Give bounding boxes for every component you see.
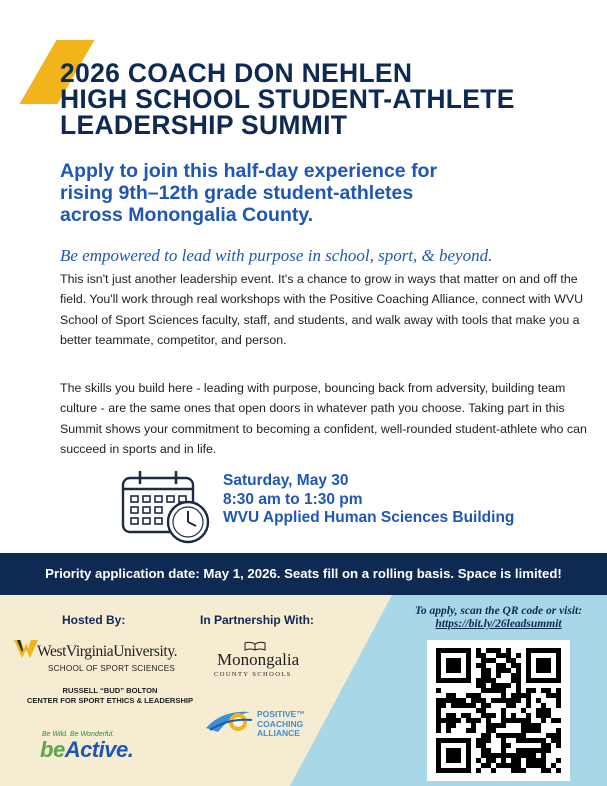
qr-module (551, 693, 556, 698)
qr-module (511, 673, 516, 678)
qr-module (466, 703, 471, 708)
monongalia-wordmark: Monongalia (217, 650, 300, 669)
qr-module (491, 768, 496, 773)
qr-module (486, 713, 491, 718)
qr-module (476, 693, 481, 698)
qr-module (556, 768, 561, 773)
qr-module (521, 718, 526, 723)
qr-module (471, 698, 476, 703)
qr-module (461, 713, 466, 718)
qr-module (451, 703, 456, 708)
qr-module (486, 748, 491, 753)
qr-module (476, 663, 481, 668)
qr-module (446, 723, 451, 728)
qr-module (476, 648, 481, 653)
qr-module (526, 763, 531, 768)
qr-module (476, 743, 481, 748)
qr-module (511, 703, 516, 708)
qr-module (496, 668, 501, 673)
qr-module (456, 718, 461, 723)
qr-module (526, 758, 531, 763)
qr-finder-pattern (446, 658, 461, 673)
qr-module (476, 758, 481, 763)
qr-module (486, 668, 491, 673)
qr-module (461, 703, 466, 708)
qr-module (501, 663, 506, 668)
qr-module (491, 758, 496, 763)
qr-module (501, 718, 506, 723)
qr-module (446, 693, 451, 698)
pca-logo-text (257, 710, 305, 739)
qr-module (441, 698, 446, 703)
qr-module (546, 708, 551, 713)
qr-module (551, 738, 556, 743)
qr-module (541, 738, 546, 743)
qr-module (446, 713, 451, 718)
title-line-3: LEADERSHIP SUMMIT (60, 110, 348, 140)
qr-module (451, 713, 456, 718)
qr-module (526, 738, 531, 743)
qr-module (486, 678, 491, 683)
qr-module (451, 693, 456, 698)
qr-module (486, 688, 491, 693)
qr-module (501, 688, 506, 693)
qr-module (481, 668, 486, 673)
qr-module (481, 713, 486, 718)
wvu-school-name: SCHOOL OF SPORT SCIENCES (48, 664, 176, 673)
hosted-by-label: Hosted By: (62, 613, 126, 627)
qr-module (441, 703, 446, 708)
qr-module (436, 728, 441, 733)
qr-module (501, 733, 506, 738)
qr-module (541, 748, 546, 753)
qr-module (501, 758, 506, 763)
qr-module (531, 728, 536, 733)
qr-module (506, 733, 511, 738)
qr-module (516, 693, 521, 698)
qr-module (516, 758, 521, 763)
qr-module (446, 728, 451, 733)
qr-module (506, 703, 511, 708)
qr-module (476, 678, 481, 683)
qr-module (536, 748, 541, 753)
qr-module (536, 723, 541, 728)
apply-link[interactable]: https://bit.ly/26leadsummit (435, 618, 562, 630)
qr-module (511, 678, 516, 683)
qr-module (451, 698, 456, 703)
qr-module (496, 653, 501, 658)
monongalia-subtitle: COUNTY SCHOOLS (214, 671, 292, 678)
qr-module (516, 688, 521, 693)
qr-module (526, 688, 531, 693)
qr-module (481, 703, 486, 708)
qr-module (556, 693, 561, 698)
qr-module (491, 688, 496, 693)
qr-module (511, 698, 516, 703)
qr-module (541, 713, 546, 718)
qr-module (506, 658, 511, 663)
qr-module (436, 723, 441, 728)
qr-module (521, 753, 526, 758)
qr-module (556, 718, 561, 723)
qr-module (501, 743, 506, 748)
wvu-wordmark: WestVirginiaUniversity. (37, 643, 178, 660)
qr-module (526, 753, 531, 758)
qr-module (521, 723, 526, 728)
qr-module (476, 768, 481, 773)
qr-module (521, 733, 526, 738)
qr-module (486, 658, 491, 663)
qr-module (536, 728, 541, 733)
pca-line-1: POSITIVE™ (257, 709, 305, 719)
qr-module (521, 738, 526, 743)
qr-module (546, 748, 551, 753)
qr-module (506, 668, 511, 673)
pca-line-2: COACHING (257, 718, 304, 729)
qr-module (536, 763, 541, 768)
qr-module (496, 688, 501, 693)
title-line-1: 2026 COACH DON NEHLEN (60, 58, 413, 88)
event-location: WVU Applied Human Sciences Building (223, 509, 515, 526)
qr-module (486, 738, 491, 743)
qr-module (506, 718, 511, 723)
qr-module (481, 748, 486, 753)
qr-module (486, 733, 491, 738)
qr-module (496, 763, 501, 768)
page-title (60, 60, 580, 138)
qr-module (556, 698, 561, 703)
qr-module (531, 753, 536, 758)
qr-module (481, 678, 486, 683)
qr-module (531, 748, 536, 753)
qr-module (551, 763, 556, 768)
qr-module (516, 753, 521, 758)
qr-module (511, 758, 516, 763)
intro-paragraph: This isn't just another leadership event. It's a chance to grow in ways that matter on and off the field. You'll work through real workshops with the Positive Coaching Alliance, connect with WVU School of Sport Sciences faculty, staff, and students, and walk away with tools that make you a better teammate, competitor, and person. (60, 272, 584, 347)
pca-line-3: ALLIANCE (257, 728, 300, 738)
qr-module (496, 723, 501, 728)
qr-module (511, 713, 516, 718)
qr-module (486, 648, 491, 653)
qr-module (531, 688, 536, 693)
qr-module (481, 663, 486, 668)
qr-module (541, 708, 546, 713)
qr-module (481, 763, 486, 768)
qr-module (466, 693, 471, 698)
qr-module (556, 703, 561, 708)
qr-module (471, 718, 476, 723)
qr-module (516, 673, 521, 678)
qr-module (456, 703, 461, 708)
qr-module (521, 748, 526, 753)
qr-module (546, 743, 551, 748)
qr-module (546, 688, 551, 693)
qr-module (461, 698, 466, 703)
qr-module (471, 728, 476, 733)
qr-module (446, 698, 451, 703)
qr-module (516, 718, 521, 723)
qr-module (476, 683, 481, 688)
qr-module (486, 758, 491, 763)
qr-module (546, 713, 551, 718)
qr-module (446, 718, 451, 723)
qr-module (536, 738, 541, 743)
qr-module (541, 758, 546, 763)
qr-module (476, 718, 481, 723)
qr-finder-pattern (446, 748, 461, 763)
qr-module (521, 708, 526, 713)
qr-module (436, 708, 441, 713)
qr-module (516, 733, 521, 738)
qr-module (541, 703, 546, 708)
qr-module (471, 723, 476, 728)
qr-module (521, 693, 526, 698)
qr-module (501, 683, 506, 688)
qr-module (501, 698, 506, 703)
qr-module (511, 718, 516, 723)
qr-module (501, 693, 506, 698)
qr-module (526, 698, 531, 703)
qr-code-container[interactable] (427, 640, 570, 781)
qr-module (496, 698, 501, 703)
qr-module (516, 738, 521, 743)
qr-module (491, 713, 496, 718)
qr-module (491, 753, 496, 758)
bolton-line-2: CENTER FOR SPORT ETHICS & LEADERSHIP (26, 696, 194, 705)
qr-module (506, 653, 511, 658)
subtitle-line-1: Apply to join this half-day experience for (60, 160, 438, 182)
qr-module (521, 728, 526, 733)
apply-text: To apply, scan the QR code or visit: (414, 605, 583, 617)
qr-module (556, 728, 561, 733)
qr-module (476, 738, 481, 743)
title-line-2: HIGH SCHOOL STUDENT-ATHLETE (60, 84, 515, 114)
bolton-center (22, 686, 198, 706)
qr-module (496, 683, 501, 688)
qr-module (541, 688, 546, 693)
qr-module (541, 718, 546, 723)
qr-module (481, 753, 486, 758)
qr-module (496, 733, 501, 738)
qr-module (556, 688, 561, 693)
qr-module (476, 653, 481, 658)
qr-module (556, 738, 561, 743)
qr-module (496, 648, 501, 653)
qr-module (481, 653, 486, 658)
qr-module (481, 738, 486, 743)
qr-module (501, 723, 506, 728)
qr-module (481, 698, 486, 703)
beactive-logo (40, 737, 133, 763)
qr-module (441, 718, 446, 723)
qr-module (551, 733, 556, 738)
pca-swoosh-icon (204, 706, 256, 736)
qr-module (516, 748, 521, 753)
qr-module (526, 718, 531, 723)
bolton-line-1: RUSSELL “BUD” BOLTON (62, 686, 158, 695)
qr-module (501, 653, 506, 658)
qr-module (506, 763, 511, 768)
qr-module (501, 763, 506, 768)
qr-module (506, 648, 511, 653)
qr-code[interactable] (427, 640, 570, 781)
qr-module (471, 693, 476, 698)
tagline: Be empowered to lead with purpose in school, sport, & beyond. (60, 246, 493, 265)
qr-module (531, 738, 536, 743)
qr-module (526, 703, 531, 708)
qr-module (471, 703, 476, 708)
qr-module (436, 688, 441, 693)
qr-module (526, 713, 531, 718)
qr-module (556, 758, 561, 763)
qr-module (551, 718, 556, 723)
qr-module (526, 728, 531, 733)
qr-module (496, 753, 501, 758)
qr-module (456, 698, 461, 703)
subtitle (60, 160, 580, 226)
qr-module (481, 658, 486, 663)
qr-finder-pattern (536, 658, 551, 673)
qr-module (451, 718, 456, 723)
qr-module (546, 693, 551, 698)
qr-module (506, 698, 511, 703)
qr-module (511, 753, 516, 758)
qr-module (511, 663, 516, 668)
beactive-active: Active. (64, 737, 134, 762)
qr-module (511, 693, 516, 698)
qr-module (506, 683, 511, 688)
qr-module (486, 703, 491, 708)
qr-module (511, 733, 516, 738)
qr-module (496, 663, 501, 668)
qr-module (546, 768, 551, 773)
qr-module (476, 698, 481, 703)
qr-module (466, 718, 471, 723)
qr-module (486, 763, 491, 768)
qr-module (486, 718, 491, 723)
qr-module (541, 743, 546, 748)
qr-module (486, 753, 491, 758)
qr-module (476, 708, 481, 713)
qr-module (536, 698, 541, 703)
qr-module (541, 768, 546, 773)
qr-module (506, 743, 511, 748)
qr-module (536, 713, 541, 718)
qr-module (501, 738, 506, 743)
qr-module (531, 763, 536, 768)
qr-module (466, 713, 471, 718)
skills-paragraph: The skills you build here - leading with purpose, bouncing back from adversity, building team culture - are the same ones that open doors in whatever path you choose. Taking part in this Summit shows your commitment to becoming a confident, well-rounded student-athlete who can succeed in sports and in life. (60, 381, 587, 456)
qr-module (511, 658, 516, 663)
qr-module (516, 653, 521, 658)
qr-module (491, 683, 496, 688)
qr-module (436, 713, 441, 718)
qr-module (536, 708, 541, 713)
qr-module (516, 698, 521, 703)
qr-module (501, 708, 506, 713)
subtitle-line-2: rising 9th–12th grade student-athletes (60, 182, 414, 204)
qr-module (496, 673, 501, 678)
event-date: Saturday, May 30 (223, 472, 349, 489)
qr-module (516, 683, 521, 688)
qr-module (546, 733, 551, 738)
qr-module (556, 743, 561, 748)
qr-module (436, 703, 441, 708)
beactive-be: be (40, 737, 65, 762)
qr-module (491, 678, 496, 683)
qr-module (541, 763, 546, 768)
qr-module (501, 748, 506, 753)
qr-module (516, 763, 521, 768)
qr-module (481, 743, 486, 748)
qr-module (516, 678, 521, 683)
qr-module (436, 698, 441, 703)
apply-instructions (395, 605, 602, 631)
qr-module (541, 753, 546, 758)
qr-module (506, 753, 511, 758)
qr-module (516, 768, 521, 773)
qr-module (486, 673, 491, 678)
qr-module (486, 723, 491, 728)
qr-module (511, 763, 516, 768)
calendar-clock-icon (120, 470, 212, 546)
qr-module (556, 733, 561, 738)
event-time: 8:30 am to 1:30 pm (223, 490, 363, 508)
partnership-label: In Partnership With: (200, 613, 314, 627)
beactive-tagline: Be Wild. Be Wonderful. (42, 731, 115, 738)
qr-module (491, 698, 496, 703)
qr-module (451, 723, 456, 728)
qr-module (481, 683, 486, 688)
qr-module (491, 728, 496, 733)
subtitle-line-3: across Monongalia County. (60, 204, 314, 226)
qr-module (501, 713, 506, 718)
qr-module (526, 748, 531, 753)
qr-module (536, 758, 541, 763)
qr-module (481, 733, 486, 738)
qr-module (531, 758, 536, 763)
qr-module (531, 723, 536, 728)
qr-module (436, 718, 441, 723)
qr-module (511, 768, 516, 773)
qr-module (481, 708, 486, 713)
qr-module (466, 728, 471, 733)
qr-module (526, 723, 531, 728)
qr-module (501, 753, 506, 758)
qr-module (501, 668, 506, 673)
qr-module (516, 668, 521, 673)
event-details (223, 472, 514, 528)
wvu-flying-wv-icon (14, 640, 38, 658)
qr-module (491, 658, 496, 663)
qr-module (491, 648, 496, 653)
qr-module (486, 728, 491, 733)
qr-module (481, 688, 486, 693)
qr-module (491, 723, 496, 728)
qr-module (526, 693, 531, 698)
priority-date-banner: Priority application date: May 1, 2026. Seats fill on a rolling basis. Space is limited! (0, 553, 607, 595)
qr-module (521, 768, 526, 773)
qr-module (516, 663, 521, 668)
qr-module (481, 673, 486, 678)
